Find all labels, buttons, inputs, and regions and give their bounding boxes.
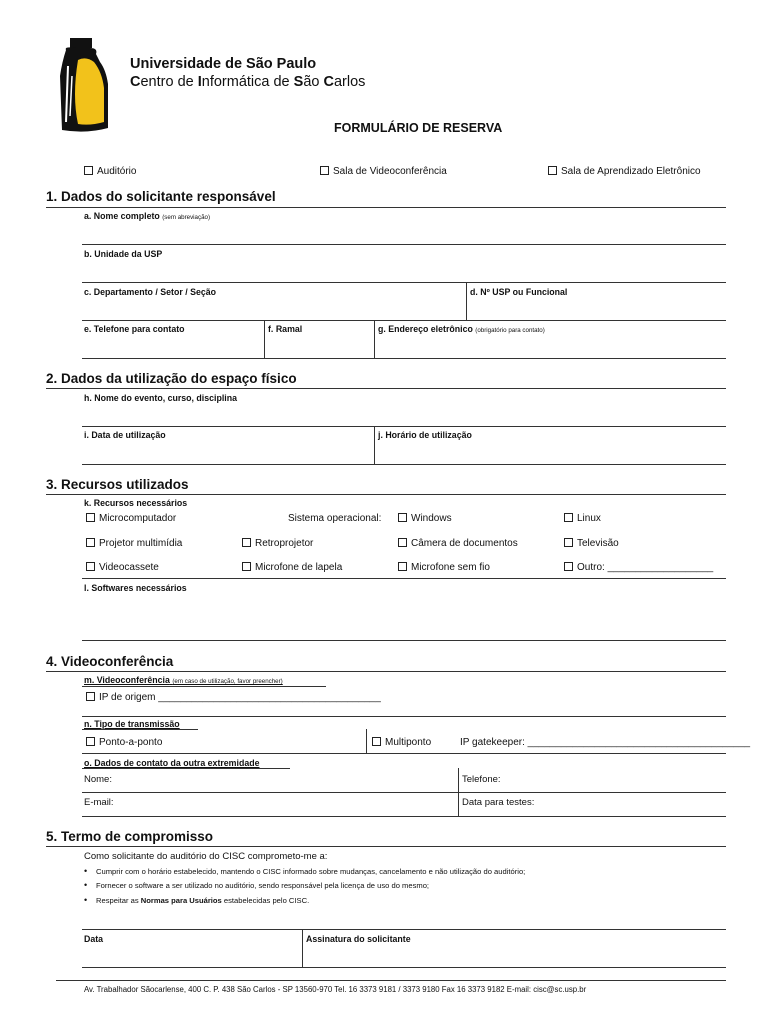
center-name: Centro de Informática de São Carlos bbox=[130, 74, 366, 90]
section5-title: 5. Termo de compromisso bbox=[46, 829, 214, 844]
field-e-label: e. Telefone para contato bbox=[84, 324, 185, 334]
option-retroprojetor[interactable] bbox=[242, 538, 313, 549]
test-date-field[interactable]: Data para testes: bbox=[462, 797, 535, 808]
option-camera[interactable] bbox=[398, 538, 518, 549]
option-label: Projetor multimídia bbox=[99, 538, 183, 549]
field-b-label: b. Unidade da USP bbox=[84, 249, 163, 259]
checkbox[interactable] bbox=[86, 692, 95, 701]
field-n-label: n. Tipo de transmissão bbox=[84, 719, 180, 729]
option-label: Ponto-a-ponto bbox=[99, 737, 163, 748]
field-l-line[interactable] bbox=[82, 640, 726, 641]
section3-title: 3. Recursos utilizados bbox=[46, 477, 189, 492]
signature-line[interactable] bbox=[82, 967, 726, 968]
divider bbox=[46, 671, 726, 672]
footer-address: Av. Trabalhador Sãocarlense, 400 C. P. 438 São Carlos - SP 13560-970 Tel. 16 3373 9181 / 3373 9180 Fax 16 3373 9182 E-mail: cisc@sc.usp.br bbox=[84, 985, 587, 994]
commitment-intro: Como solicitante do auditório do CISC comprometo-me a: bbox=[84, 851, 328, 862]
divider bbox=[46, 846, 726, 847]
checkbox[interactable] bbox=[86, 513, 95, 522]
field-efg-line[interactable] bbox=[82, 358, 726, 359]
checkbox[interactable] bbox=[398, 562, 407, 571]
field-j-label: j. Horário de utilização bbox=[378, 430, 472, 440]
option-sala-videoconferencia[interactable] bbox=[320, 166, 447, 177]
checkbox[interactable] bbox=[564, 538, 573, 547]
divider bbox=[82, 716, 726, 717]
option-label: Videocassete bbox=[99, 562, 159, 573]
checkbox[interactable] bbox=[84, 166, 93, 175]
divider bbox=[82, 686, 326, 687]
option-televisao[interactable] bbox=[564, 538, 619, 549]
divider bbox=[374, 426, 375, 464]
field-f-label: f. Ramal bbox=[268, 324, 303, 334]
field-m-label: m. Videoconferência (em caso de utilização, favor preencher) bbox=[84, 675, 283, 685]
option-label: Microfone sem fio bbox=[411, 562, 490, 573]
commitment-item: • Fornecer o software a ser utilizado no auditório, sendo responsável pela licença de uso do mesmo; bbox=[96, 881, 429, 890]
field-c-label: c. Departamento / Setor / Seção bbox=[84, 287, 216, 297]
option-label: Televisão bbox=[577, 538, 619, 549]
divider bbox=[82, 768, 290, 769]
option-label: Microcomputador bbox=[99, 513, 177, 524]
option-microcomputador[interactable] bbox=[86, 513, 176, 524]
option-microfone-sem-fio[interactable] bbox=[398, 562, 490, 573]
divider bbox=[82, 816, 726, 817]
section4-title: 4. Videoconferência bbox=[46, 654, 174, 669]
option-label: Linux bbox=[577, 513, 601, 524]
option-linux[interactable] bbox=[564, 513, 601, 524]
option-label: Outro: ___________________ bbox=[577, 562, 714, 573]
field-i-label: i. Data de utilização bbox=[84, 430, 166, 440]
option-label: Windows bbox=[411, 513, 452, 524]
section1-title: 1. Dados do solicitante responsável bbox=[46, 189, 276, 204]
divider bbox=[46, 388, 726, 389]
divider bbox=[466, 282, 467, 320]
checkbox[interactable] bbox=[372, 737, 381, 746]
option-ponto-a-ponto[interactable] bbox=[86, 737, 162, 748]
checkbox[interactable] bbox=[86, 538, 95, 547]
option-windows[interactable] bbox=[398, 513, 452, 524]
checkbox[interactable] bbox=[320, 166, 329, 175]
field-h-label: h. Nome do evento, curso, disciplina bbox=[84, 393, 237, 403]
os-label: Sistema operacional: bbox=[288, 513, 382, 524]
option-videocassete[interactable] bbox=[86, 562, 159, 573]
field-b-line[interactable] bbox=[82, 282, 726, 283]
checkbox[interactable] bbox=[564, 562, 573, 571]
university-name: Universidade de São Paulo bbox=[130, 56, 317, 72]
option-sala-aprendizado[interactable] bbox=[548, 166, 701, 177]
checkbox[interactable] bbox=[398, 513, 407, 522]
commitment-item: • Cumprir com o horário estabelecido, mantendo o CISC informado sobre mudanças, cancelamento e não utilização do auditório; bbox=[96, 867, 525, 876]
option-projetor[interactable] bbox=[86, 538, 182, 549]
option-label: Auditório bbox=[97, 166, 137, 177]
option-auditorio[interactable] bbox=[84, 166, 136, 177]
commitment-item: • Respeitar as Normas para Usuários estabelecidas pelo CISC. bbox=[96, 896, 309, 905]
signature-label: Assinatura do solicitante bbox=[306, 934, 411, 944]
footer-divider bbox=[56, 980, 726, 981]
field-o-label: o. Dados de contato da outra extremidade bbox=[84, 758, 260, 768]
option-multiponto[interactable] bbox=[372, 737, 431, 748]
field-cd-line[interactable] bbox=[82, 320, 726, 321]
divider bbox=[46, 494, 726, 495]
divider bbox=[82, 578, 726, 579]
field-g-label: g. Endereço eletrônico (obrigatório para contato) bbox=[378, 324, 545, 334]
divider bbox=[264, 320, 265, 358]
field-a-line[interactable] bbox=[82, 244, 726, 245]
contact-email-field[interactable]: E-mail: bbox=[84, 797, 114, 808]
contact-phone-field[interactable]: Telefone: bbox=[462, 774, 501, 785]
option-outro[interactable] bbox=[564, 562, 713, 573]
option-label: Câmera de documentos bbox=[411, 538, 518, 549]
field-k-label: k. Recursos necessários bbox=[84, 498, 188, 508]
checkbox[interactable] bbox=[86, 562, 95, 571]
checkbox[interactable] bbox=[398, 538, 407, 547]
field-d-label: d. Nº USP ou Funcional bbox=[470, 287, 568, 297]
option-label: IP de origem ________________________________________ bbox=[99, 692, 381, 703]
divider bbox=[82, 792, 726, 793]
option-label: Sala de Aprendizado Eletrônico bbox=[561, 166, 701, 177]
divider bbox=[302, 929, 303, 967]
option-label: Retroprojetor bbox=[255, 538, 314, 549]
option-label: Multiponto bbox=[385, 737, 432, 748]
divider bbox=[82, 929, 726, 930]
option-label: Microfone de lapela bbox=[255, 562, 343, 573]
field-h-line[interactable] bbox=[82, 426, 726, 427]
date-label: Data bbox=[84, 934, 104, 944]
ip-gatekeeper-field[interactable]: IP gatekeeper: ________________________________________ bbox=[460, 737, 751, 748]
checkbox[interactable] bbox=[86, 737, 95, 746]
section2-title: 2. Dados da utilização do espaço físico bbox=[46, 371, 297, 386]
field-l-label: l. Softwares necessários bbox=[84, 583, 187, 593]
divider bbox=[82, 753, 726, 754]
divider bbox=[374, 320, 375, 358]
usp-logo bbox=[56, 36, 128, 136]
divider bbox=[46, 207, 726, 208]
checkbox[interactable] bbox=[242, 562, 251, 571]
field-ij-line[interactable] bbox=[82, 464, 726, 465]
checkbox[interactable] bbox=[564, 513, 573, 522]
option-ip-origem[interactable] bbox=[86, 692, 381, 703]
checkbox[interactable] bbox=[548, 166, 557, 175]
field-a-label: a. Nome completo (sem abreviação) bbox=[84, 211, 211, 221]
option-label: Sala de Videoconferência bbox=[333, 166, 447, 177]
form-title: FORMULÁRIO DE RESERVA bbox=[334, 121, 503, 135]
contact-name-field[interactable]: Nome: bbox=[84, 774, 112, 785]
divider bbox=[366, 729, 367, 753]
option-microfone-lapela[interactable] bbox=[242, 562, 342, 573]
divider bbox=[82, 729, 198, 730]
checkbox[interactable] bbox=[242, 538, 251, 547]
